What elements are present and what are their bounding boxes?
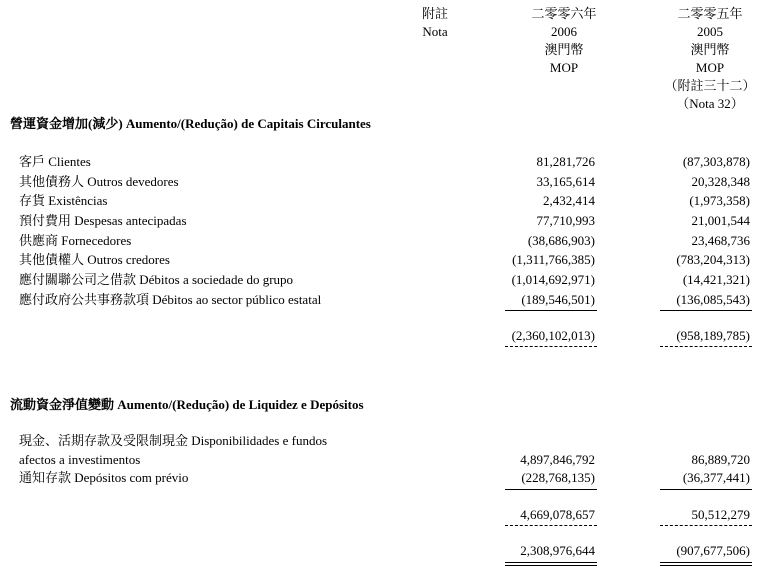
section1-total-2005: (958,189,785) — [676, 328, 750, 343]
section2-total-2005: 50,512,279 — [691, 507, 750, 522]
value-2006: 33,165,614 — [536, 174, 595, 189]
row-label-continued: afectos a investimentos — [19, 452, 141, 467]
total-dashed-rule-2005 — [660, 525, 752, 526]
subtotal-rule-2005 — [660, 310, 752, 311]
row-label: 應付政府公共事務款項 Débitos ao sector público estatal — [19, 292, 322, 307]
value-2005: 23,468,736 — [691, 233, 750, 248]
header-2005-zh: 二零零五年 — [677, 6, 743, 21]
subtotal-rule-2005 — [660, 489, 752, 490]
subtotal-rule-2006 — [505, 310, 597, 311]
value-2006: (38,686,903) — [527, 233, 595, 248]
header-2006-zh: 二零零六年 — [531, 6, 597, 21]
row-label: 預付費用 Despesas antecipadas — [19, 213, 187, 228]
header-nota-zh: 附註 — [421, 6, 448, 21]
grand-total-2005: (907,677,506) — [676, 543, 750, 558]
header-2006-currency: MOP — [549, 60, 579, 75]
value-2006: (228,768,135) — [521, 470, 595, 485]
value-2005: (136,085,543) — [676, 292, 750, 307]
row-label: 通知存款 Depósitos com prévio — [19, 470, 189, 485]
row-label: 應付關聯公司之借款 Débitos a sociedade do grupo — [19, 272, 294, 287]
header-2005: 2005 — [697, 24, 723, 39]
double-rule-2005-bottom — [660, 565, 752, 566]
section2-total-2006: 4,669,078,657 — [520, 507, 595, 522]
header-2005-currency: MOP — [695, 60, 725, 75]
header-2006: 2006 — [551, 24, 577, 39]
header-nota-pt: Nota — [422, 24, 448, 39]
value-2005: (783,204,313) — [676, 252, 750, 267]
row-label: 其他債務人 Outros devedores — [19, 174, 179, 189]
row-label: 供應商 Fornecedores — [19, 233, 132, 248]
value-2006: 4,897,846,792 — [520, 452, 595, 467]
value-2005: 20,328,348 — [691, 174, 750, 189]
section1-total-2006: (2,360,102,013) — [511, 328, 595, 343]
value-2006: 2,432,414 — [543, 193, 595, 208]
value-2006: 81,281,726 — [536, 154, 595, 169]
double-rule-2006-bottom — [505, 565, 597, 566]
value-2006: (1,311,766,385) — [512, 252, 595, 267]
value-2005: (36,377,441) — [682, 470, 750, 485]
total-dashed-rule-2006 — [505, 346, 597, 347]
row-label: 現金、活期存款及受限制現金 Disponibilidades e fundos — [19, 433, 328, 448]
header-2006-currency-zh: 澳門幣 — [544, 42, 584, 57]
header-2005-currency-zh: 澳門幣 — [690, 42, 730, 57]
section-title-liquidity: 流動資金淨值變動 Aumento/(Redução) de Liquidez e Depósitos — [10, 397, 364, 412]
value-2005: (87,303,878) — [682, 154, 750, 169]
value-2005: 86,889,720 — [691, 452, 750, 467]
header-2005-note-pt: （Nota 32） — [676, 96, 744, 111]
value-2005: 21,001,544 — [691, 213, 750, 228]
value-2005: (14,421,321) — [682, 272, 750, 287]
subtotal-rule-2006 — [505, 489, 597, 490]
header-2005-note-zh: （附註三十二） — [664, 78, 756, 93]
value-2005: (1,973,358) — [689, 193, 750, 208]
grand-total-2006: 2,308,976,644 — [520, 543, 595, 558]
row-label: 客戶 Clientes — [19, 154, 91, 169]
double-rule-2005-top — [660, 562, 752, 563]
value-2006: 77,710,993 — [536, 213, 595, 228]
section-title-working-capital: 營運資金增加(減少) Aumento/(Redução) de Capitais Circulantes — [10, 116, 371, 131]
double-rule-2006-top — [505, 562, 597, 563]
value-2006: (189,546,501) — [521, 292, 595, 307]
total-dashed-rule-2005 — [660, 346, 752, 347]
total-dashed-rule-2006 — [505, 525, 597, 526]
row-label: 存貨 Existências — [19, 193, 108, 208]
row-label: 其他債權人 Outros credores — [19, 252, 170, 267]
value-2006: (1,014,692,971) — [511, 272, 595, 287]
